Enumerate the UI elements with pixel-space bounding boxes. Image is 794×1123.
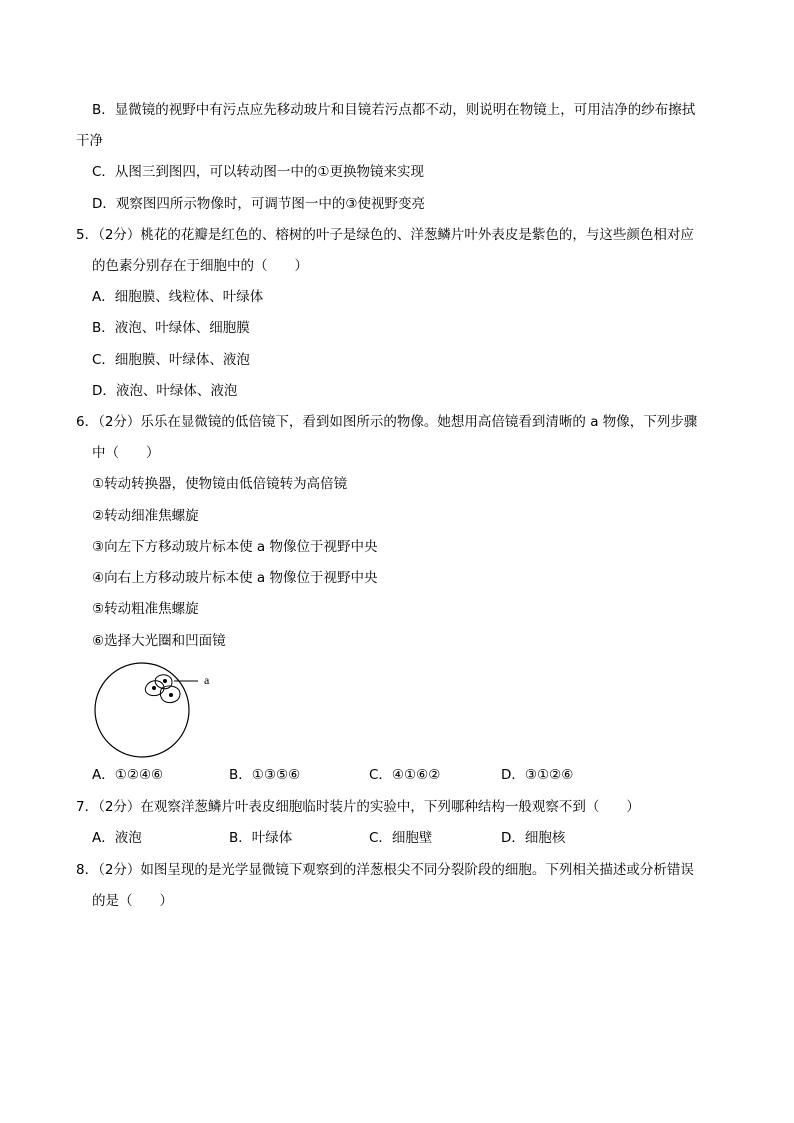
q6-stem-line1: 6．（2分）乐乐在显微镜的低倍镜下，看到如图所示的物像。她想用高倍镜看到清晰的 a 物像，下列步骤 bbox=[76, 414, 698, 430]
q5-option-b: B．液泡、叶绿体、细胞膜 bbox=[92, 320, 250, 336]
field-of-view-circle bbox=[95, 663, 189, 757]
q6-step: ④向右上方移动玻片标本使 a 物像位于视野中央 bbox=[92, 570, 378, 586]
q6-step: ⑥选择大光圈和凹面镜 bbox=[92, 633, 226, 649]
q5-option-d: D．液泡、叶绿体、液泡 bbox=[92, 383, 238, 399]
microscope-field-figure bbox=[90, 658, 230, 760]
q7-options-row bbox=[92, 828, 712, 850]
q6-option-a: A．①②④⑥ bbox=[92, 767, 164, 783]
q6-step: ③向左下方移动玻片标本使 a 物像位于视野中央 bbox=[92, 539, 378, 555]
q6-option-c: C．④①⑥② bbox=[369, 767, 441, 783]
q6-step: ⑤转动粗准焦螺旋 bbox=[92, 601, 199, 617]
q5-stem-line2: 的色素分别存在于细胞中的（ ） bbox=[92, 258, 308, 274]
q6-options-row bbox=[92, 765, 712, 787]
q6-option-d: D．③①②⑥ bbox=[501, 767, 574, 783]
q8-stem-line2: 的是（ ） bbox=[92, 893, 173, 909]
q4-option-b-line2: 干净 bbox=[76, 133, 103, 149]
q7-option-d: D．细胞核 bbox=[501, 830, 566, 846]
q4-option-c: C．从图三到图四，可以转动图一中的①更换物镜来实现 bbox=[92, 164, 425, 180]
q7-option-b: B．叶绿体 bbox=[229, 830, 293, 846]
q7-option-c: C．细胞壁 bbox=[369, 830, 433, 846]
q7-option-a: A．液泡 bbox=[92, 830, 142, 846]
q6-stem-line2: 中（ ） bbox=[92, 445, 160, 461]
q4-option-d: D．观察图四所示物像时，可调节图一中的③使视野变亮 bbox=[92, 196, 425, 212]
q5-option-a: A．细胞膜、线粒体、叶绿体 bbox=[92, 289, 264, 305]
cell-nucleus bbox=[163, 679, 167, 683]
cell-nucleus bbox=[169, 693, 173, 697]
q5-option-c: C．细胞膜、叶绿体、液泡 bbox=[92, 352, 250, 368]
q6-step: ①转动转换器，使物镜由低倍镜转为高倍镜 bbox=[92, 476, 348, 492]
q4-option-b-line1: B．显微镜的视野中有污点应先移动玻片和目镜若污点都不动，则说明在物镜上，可用洁净的纱布擦拭 bbox=[92, 102, 696, 118]
q7-stem: 7．（2分）在观察洋葱鳞片叶表皮细胞临时装片的实验中，下列哪种结构一般观察不到（ ） bbox=[76, 799, 640, 815]
cell-nucleus bbox=[152, 686, 156, 690]
q6-step: ②转动细准焦螺旋 bbox=[92, 508, 199, 524]
q5-stem-line1: 5．（2分）桃花的花瓣是红色的、榕树的叶子是绿色的、洋葱鳞片叶外表皮是紫色的，与这些颜色相对应 bbox=[76, 227, 694, 243]
q8-stem-line1: 8．（2分）如图呈现的是光学显微镜下观察到的洋葱根尖不同分裂阶段的细胞。下列相关描述或分析错误 bbox=[76, 862, 694, 878]
figure-label-a: a bbox=[204, 673, 210, 687]
q6-option-b: B．①③⑤⑥ bbox=[229, 767, 301, 783]
